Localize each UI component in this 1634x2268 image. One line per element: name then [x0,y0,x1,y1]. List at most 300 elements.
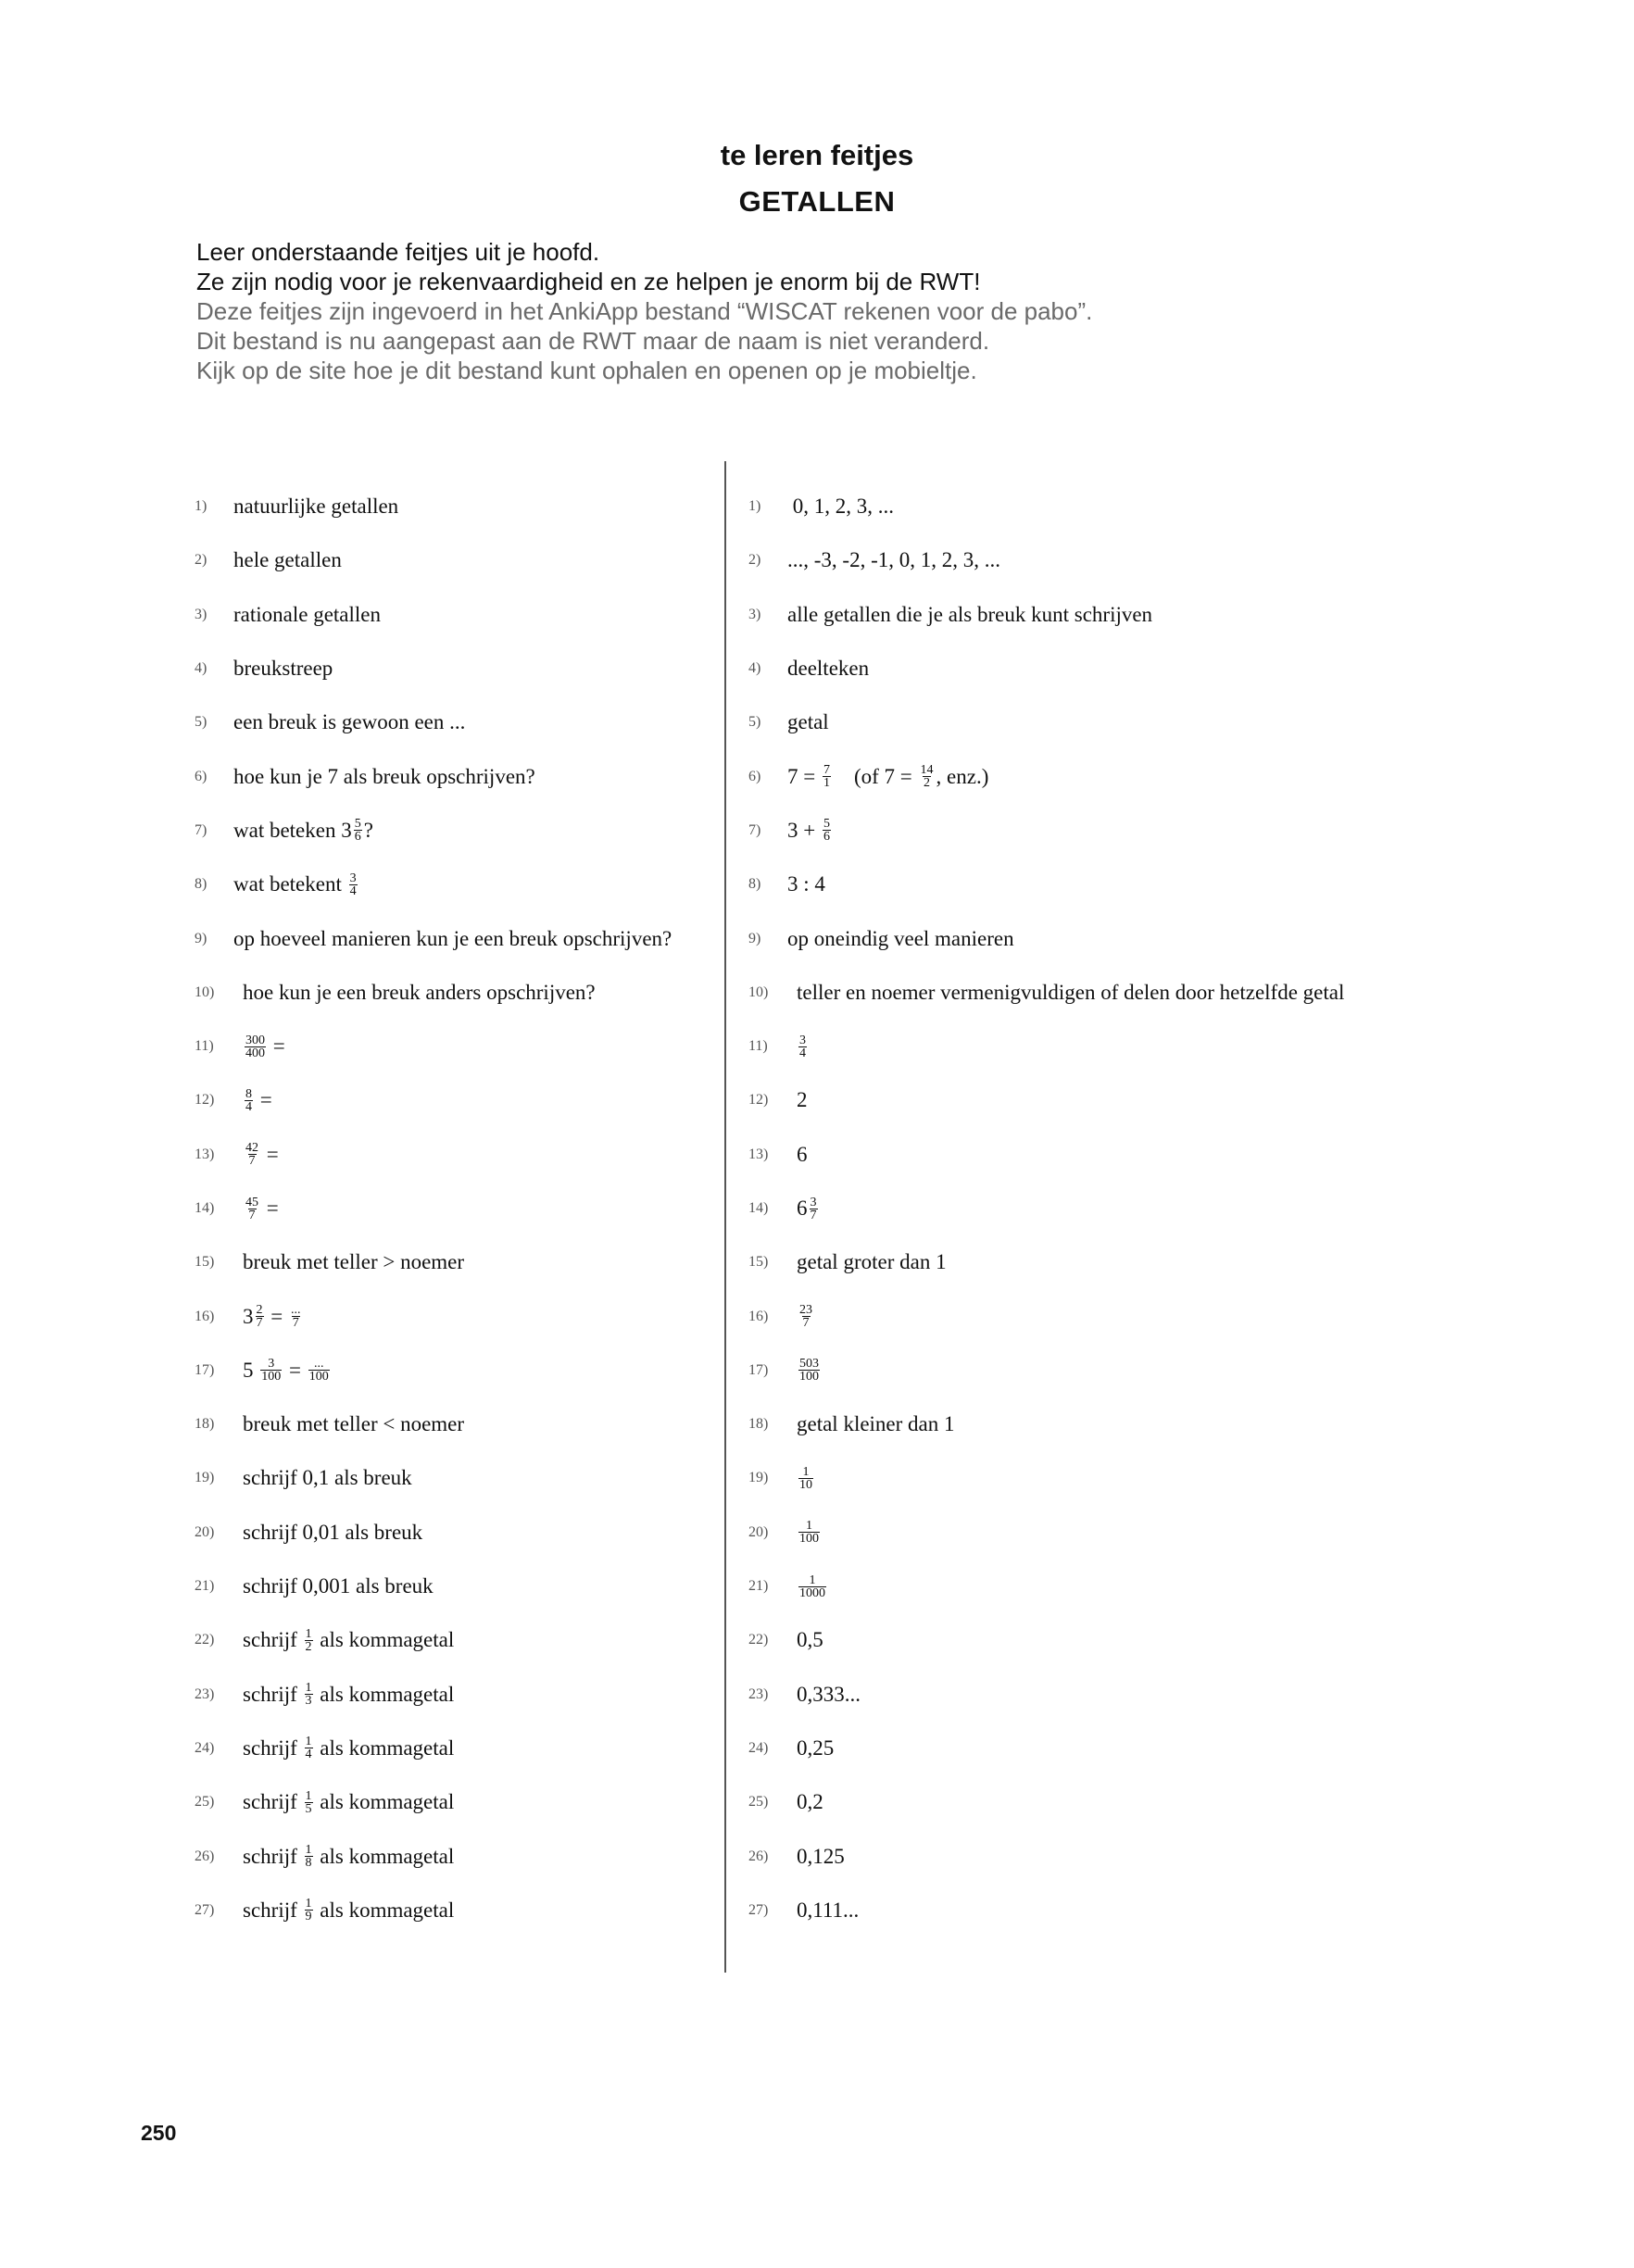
answer-item [748,858,1452,911]
question-number: 4) [195,660,207,677]
question-number: 27) [195,1901,215,1918]
question-item [195,533,713,587]
question-number: 17) [195,1361,215,1378]
fraction [798,1358,820,1383]
answer-text [797,1845,845,1869]
answer-item [748,1128,1452,1182]
question-number: 9) [195,930,207,946]
answer-text-part: ..., -3, -2, -1, 0, 1, 2, 3, ... [787,548,1000,572]
answer-text-part: 0,5 [797,1628,823,1652]
answer-text [787,657,869,681]
fraction-denominator: 9 [305,1910,312,1924]
question-number: 20) [195,1523,215,1540]
answer-text-part: op oneindig veel manieren [787,926,1014,950]
fraction-denominator: 6 [354,830,361,845]
answer-item [748,642,1452,695]
question-text [243,1844,454,1869]
page-title: te leren feitjes [720,139,914,171]
fraction [305,1735,313,1761]
question-text-part: schrijf [243,1790,303,1814]
question-text [243,1197,279,1222]
fraction-denominator: 6 [823,830,830,845]
fraction-denominator: 7 [248,1208,256,1222]
answer-item [748,1289,1452,1343]
question-text-part: op hoeveel manieren kun je een breuk opschrijven? [233,926,672,950]
answer-number: 21) [748,1578,769,1595]
question-text-part: als kommagetal [314,1628,455,1652]
question-number: 14) [195,1200,215,1216]
intro-line-5: Kijk op de site hoe je dit bestand kunt ophalen en openen op je mobieltje. [196,357,977,384]
answer-item [748,1775,1452,1829]
question-number: 1) [195,498,207,515]
fraction-numerator: ... [290,1303,301,1318]
fraction-denominator: 1 [823,776,830,791]
fraction-denominator: 1000 [799,1585,825,1600]
fraction [245,1197,259,1222]
question-item [195,1235,713,1289]
fraction-denominator: 10 [799,1477,812,1492]
answer-text-part: 0,333... [797,1682,861,1706]
answer-text-part: , enz.) [936,764,989,788]
answer-item [748,1235,1452,1289]
answer-number: 2) [748,552,761,569]
fraction-denominator: 7 [292,1316,299,1331]
fraction-numerator: 1 [802,1464,810,1479]
question-text [233,872,359,897]
question-text-part: schrijf [243,1844,303,1868]
question-text-part: = [283,1358,307,1382]
question-text-part: = [261,1197,279,1220]
answer-number: 19) [748,1470,769,1486]
answer-text [797,981,1344,1005]
fraction [290,1304,302,1329]
fraction [305,1790,313,1815]
question-number: 25) [195,1794,215,1811]
fraction-denominator: 100 [261,1370,282,1385]
fraction-denominator: 400 [245,1046,265,1060]
question-text-part: = [265,1304,288,1328]
fraction-numerator: 1 [806,1519,812,1534]
answer-item [748,1397,1452,1451]
fraction [305,1628,313,1653]
answer-text-part: 0, 1, 2, 3, ... [787,495,894,519]
question-text-part: = [261,1142,279,1166]
answer-text [797,1520,822,1545]
question-item [195,1344,713,1397]
fraction [305,1898,313,1923]
answer-text [797,1143,808,1167]
answer-item [748,588,1452,642]
fraction-numerator: 45 [245,1195,258,1209]
question-number: 2) [195,552,207,569]
fraction-denominator: 100 [799,1532,819,1547]
question-text [243,1735,454,1761]
intro-text [196,237,1493,385]
fraction-numerator: 5 [823,817,830,832]
fraction [305,1844,313,1869]
question-text-part: wat betekent [233,872,347,896]
question-item [195,1722,713,1775]
question-text-part: als kommagetal [314,1844,455,1868]
fraction-numerator: 300 [245,1033,265,1047]
question-text-part: = [268,1034,285,1059]
question-number: 11) [195,1038,214,1055]
question-text [243,1682,454,1707]
question-text [243,1250,464,1274]
question-text [243,1142,279,1167]
question-text-part: wat beteken 3 [233,818,352,842]
fraction [823,764,831,789]
fraction-numerator: 42 [245,1141,258,1156]
question-item [195,1884,713,1937]
question-item [195,480,713,533]
question-number: 26) [195,1848,215,1864]
fraction-denominator: 8 [305,1856,312,1871]
answer-number: 24) [748,1739,769,1756]
fraction [256,1304,264,1329]
question-number: 6) [195,768,207,784]
question-item [195,1397,713,1451]
answer-item [748,1884,1452,1937]
intro-line-2: Ze zijn nodig voor je rekenvaardigheid en ze helpen je enorm bij de RWT! [196,268,981,295]
answer-text-part: 3 + [787,818,821,842]
fraction [798,1304,813,1329]
answer-text [797,1628,823,1652]
fraction [354,818,362,843]
question-text [243,1088,272,1113]
question-text-part: als kommagetal [314,1898,455,1922]
answer-item [748,1722,1452,1775]
fraction-numerator: 7 [823,763,830,778]
question-text-part: breuk met teller < noemer [243,1412,465,1436]
answer-number: 12) [748,1092,769,1109]
answer-text-part: 0,25 [797,1735,835,1760]
answer-number: 17) [748,1361,769,1378]
question-number: 24) [195,1739,215,1756]
questions-column [195,480,713,1937]
fraction-numerator: 3 [349,871,357,885]
answer-text [797,1034,809,1059]
answer-text-part: 2 [797,1088,808,1112]
fraction-denominator: 7 [256,1316,263,1331]
question-text-part: ? [363,818,373,842]
answer-text-part: getal groter dan 1 [797,1250,947,1274]
answer-text-part: getal [787,710,829,734]
answer-item [748,695,1452,749]
question-text [233,603,381,627]
question-text [233,657,333,681]
fraction-denominator: 3 [305,1694,312,1709]
question-text-part: als kommagetal [314,1790,455,1814]
answer-text-part: getal kleiner dan 1 [797,1412,955,1436]
question-text-part: hele getallen [233,548,342,572]
question-text [243,1034,285,1059]
answer-item [748,533,1452,587]
answer-text-part: 6 [797,1197,808,1220]
fraction-numerator: 8 [245,1086,252,1101]
question-number: 16) [195,1308,215,1324]
answer-number: 20) [748,1523,769,1540]
fraction-numerator: 1 [809,1573,816,1587]
answer-text [797,1412,955,1436]
answer-text-part: 0,125 [797,1844,845,1868]
answer-text [797,1683,861,1707]
question-text [243,1898,454,1923]
question-number: 23) [195,1685,215,1702]
fraction [798,1466,813,1491]
question-text-part: schrijf 0,1 als breuk [243,1466,412,1490]
fraction-denominator: 7 [810,1208,817,1222]
answer-text [787,710,829,734]
answer-number: 8) [748,876,761,893]
question-text-part: 3 [243,1304,254,1328]
fraction [245,1088,253,1113]
question-item [195,1775,713,1829]
fraction [823,818,831,843]
answer-item [748,480,1452,533]
question-text-part: schrijf [243,1898,303,1922]
fraction-denominator: 7 [248,1154,256,1169]
answer-item [748,1829,1452,1883]
answer-number: 15) [748,1254,769,1271]
question-item [195,642,713,695]
fraction [798,1574,826,1599]
fraction [349,872,358,897]
answer-text [787,818,833,843]
answer-text-part: teller en noemer vermenigvuldigen of delen door hetzelfde getal [797,980,1345,1004]
answer-text [797,1358,822,1383]
question-item [195,1182,713,1235]
question-text-part: rationale getallen [233,602,382,626]
question-item [195,1560,713,1613]
question-number: 13) [195,1146,215,1162]
answer-item [748,1668,1452,1722]
question-item [195,858,713,911]
question-text [233,548,342,572]
question-text-part: een breuk is gewoon een ... [233,710,466,734]
answer-text [797,1250,947,1274]
answer-number: 13) [748,1146,769,1162]
fraction-numerator: 1 [305,1626,312,1641]
question-number: 3) [195,606,207,622]
fraction-denominator: 2 [924,776,931,791]
question-text-part: hoe kun je 7 als breuk opschrijven? [233,764,535,788]
fraction-denominator: 7 [802,1316,810,1331]
fraction-denominator: 2 [305,1639,312,1654]
question-text [243,1628,454,1653]
question-number: 8) [195,876,207,893]
answer-number: 3) [748,606,761,622]
answer-text [787,872,825,896]
question-item [195,1020,713,1073]
answer-item [748,749,1452,803]
fraction-numerator: 5 [354,817,361,832]
answer-item [748,1020,1452,1073]
question-number: 10) [195,984,215,1000]
answer-text [797,1466,815,1491]
answer-number: 22) [748,1632,769,1648]
answer-item [748,1506,1452,1560]
question-number: 22) [195,1632,215,1648]
answer-text [797,1898,859,1923]
question-item [195,1829,713,1883]
fraction-numerator: 503 [799,1357,819,1372]
fraction-denominator: 4 [245,1099,252,1114]
question-number: 19) [195,1470,215,1486]
question-text [243,1304,303,1329]
answer-text [787,495,894,519]
question-text-part: natuurlijke getallen [233,495,399,519]
fraction [308,1358,330,1383]
question-text-part: breukstreep [233,657,333,681]
question-text [233,710,465,734]
answer-item [748,1344,1452,1397]
fraction-denominator: 100 [799,1370,819,1385]
fraction-numerator: 23 [799,1303,812,1318]
question-text [243,1466,412,1490]
question-number: 7) [195,821,207,838]
answer-number: 26) [748,1848,769,1864]
answer-text [787,548,1000,572]
question-item [195,1128,713,1182]
question-text [243,1358,332,1383]
question-text-part: schrijf [243,1628,303,1652]
question-item [195,1073,713,1127]
question-text-part: als kommagetal [314,1735,455,1760]
question-text [243,1412,464,1436]
question-item [195,911,713,965]
fraction [810,1197,818,1222]
fraction-denominator: 100 [308,1370,329,1385]
answer-item [748,966,1452,1020]
question-item [195,1451,713,1505]
question-text [233,927,672,951]
answer-text [797,1197,820,1222]
question-text [243,1790,454,1815]
answer-item [748,1182,1452,1235]
question-number: 18) [195,1416,215,1433]
question-item [195,966,713,1020]
answer-text-part: 6 [797,1142,808,1166]
question-number: 15) [195,1254,215,1271]
answer-text-part: 3 : 4 [787,872,825,896]
answer-number: 11) [748,1038,768,1055]
answer-number: 4) [748,660,761,677]
question-text [233,818,373,843]
page-number: 250 [141,2121,177,2145]
answer-number: 25) [748,1794,769,1811]
fraction-denominator: 4 [349,883,357,898]
answer-number: 16) [748,1308,769,1324]
question-text-part: hoe kun je een breuk anders opschrijven? [243,980,596,1004]
question-text-part: schrijf [243,1735,303,1760]
answer-text [797,1088,808,1112]
fraction-numerator: 1 [305,1735,312,1749]
question-item [195,1506,713,1560]
answer-text [797,1736,834,1761]
answer-text-part: 0,2 [797,1790,823,1814]
fraction-numerator: 3 [799,1033,806,1047]
answer-item [748,1613,1452,1667]
answer-number: 18) [748,1416,769,1433]
fraction-numerator: 1 [305,1788,312,1803]
answer-number: 1) [748,498,761,515]
fraction-numerator: 1 [305,1897,312,1911]
fraction-numerator: 14 [920,763,934,778]
answer-text [797,1790,823,1814]
fraction [245,1142,259,1167]
answer-text-part: 0,111... [797,1898,860,1922]
question-text-part: schrijf [243,1682,303,1706]
fraction-numerator: 3 [268,1357,275,1372]
question-text [233,495,398,519]
answer-item [748,1560,1452,1613]
question-item [195,588,713,642]
answer-item [748,911,1452,965]
answer-number: 23) [748,1685,769,1702]
fraction-denominator: 4 [799,1046,806,1060]
question-item [195,1668,713,1722]
fraction-numerator: 1 [305,1681,312,1696]
answer-number: 10) [748,984,769,1000]
answer-text-part: (of 7 = [832,764,918,788]
question-text [243,1521,422,1545]
answer-number: 14) [748,1200,769,1216]
fraction-numerator: ... [313,1357,324,1372]
fraction [798,1520,820,1545]
fraction-numerator: 2 [256,1303,263,1318]
answers-column [748,480,1452,1937]
question-item [195,1289,713,1343]
fraction-denominator: 4 [305,1748,312,1762]
answer-text [797,1304,815,1329]
answer-number: 6) [748,768,761,784]
intro-line-1: Leer onderstaande feitjes uit je hoofd. [196,238,600,266]
question-text-part: als kommagetal [314,1682,455,1706]
answer-text-part: alle getallen die je als breuk kunt schrijven [787,602,1153,626]
answer-item [748,1073,1452,1127]
fraction [260,1358,282,1383]
fraction-denominator: 5 [305,1801,312,1816]
answer-item [748,1451,1452,1505]
question-number: 5) [195,714,207,731]
answer-text [787,764,988,789]
answer-number: 7) [748,821,761,838]
answer-text [787,927,1014,951]
question-item [195,695,713,749]
fraction-numerator: 1 [305,1843,312,1858]
question-text [243,1574,434,1598]
question-text-part: 5 [243,1358,259,1382]
question-item [195,1613,713,1667]
question-text-part: breuk met teller > noemer [243,1250,465,1274]
answer-text-part: 7 = [787,764,821,788]
fraction [798,1034,807,1059]
fraction-numerator: 3 [810,1195,817,1209]
question-text-part: = [255,1088,272,1112]
question-text-part: schrijf 0,001 als breuk [243,1574,434,1598]
question-item [195,749,713,803]
fraction [305,1682,313,1707]
answer-number: 27) [748,1901,769,1918]
answer-number: 9) [748,930,761,946]
intro-line-4: Dit bestand is nu aangepast aan de RWT maar de naam is niet veranderd. [196,327,990,355]
question-text [233,765,535,789]
column-divider [724,461,726,1973]
question-number: 12) [195,1092,215,1109]
page-subtitle: GETALLEN [738,185,896,218]
fraction [245,1034,266,1059]
